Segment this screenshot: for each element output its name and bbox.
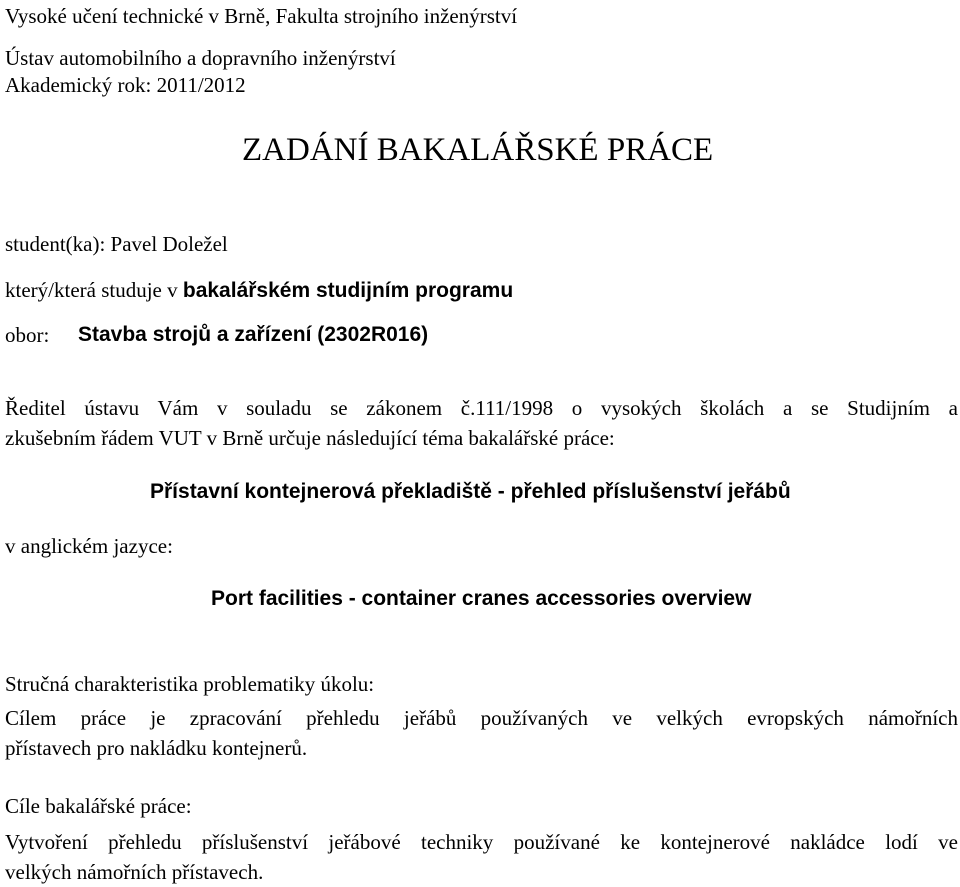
- goals-heading: Cíle bakalářské práce:: [5, 794, 192, 818]
- english-label: v anglickém jazyce:: [5, 534, 173, 558]
- characteristics-text: [5, 703, 958, 763]
- study-program-line: [5, 277, 513, 304]
- topic-czech: Přístavní kontejnerová překladiště - přehled příslušenství jeřábů: [150, 480, 791, 503]
- characteristics-heading: Stručná charakteristika problematiky úkolu:: [5, 672, 375, 696]
- goals-text: [5, 827, 958, 887]
- director-statement-line-2: zkušebním řádem VUT v Brně určuje následující téma bakalářské práce:: [5, 426, 615, 450]
- institute-line: Ústav automobilního a dopravního inženýrství: [5, 46, 396, 70]
- director-statement: [5, 393, 958, 453]
- study-program-prefix: který/která studuje v: [5, 278, 183, 302]
- characteristics-line-1: Cílem práce je zpracování přehledu jeřábů používaných ve velkých evropských námořních: [5, 706, 958, 730]
- topic-english: Port facilities - container cranes accessories overview: [211, 587, 752, 610]
- director-statement-line-1: Ředitel ústavu Vám v souladu se zákonem č.111/1998 o vysokých školách a se Studijním a: [5, 396, 958, 420]
- university-line: Vysoké učení technické v Brně, Fakulta strojního inženýrství: [5, 4, 518, 28]
- field-label: obor:: [5, 323, 50, 347]
- goals-line-2: velkých námořních přístavech.: [5, 860, 264, 884]
- goals-line-1: Vytvoření přehledu příslušenství jeřábové techniky používané ke kontejnerové nakládce lodí ve: [5, 830, 958, 854]
- field-value: Stavba strojů a zařízení (2302R016): [78, 323, 429, 346]
- document-title: ZADÁNÍ BAKALÁŘSKÉ PRÁCE: [242, 132, 714, 168]
- academic-year-line: Akademický rok: 2011/2012: [5, 73, 246, 97]
- study-program-name: bakalářském studijním programu: [182, 279, 514, 302]
- student-line: student(ka): Pavel Doležel: [5, 232, 228, 256]
- characteristics-line-2: přístavech pro nakládku kontejnerů.: [5, 736, 308, 760]
